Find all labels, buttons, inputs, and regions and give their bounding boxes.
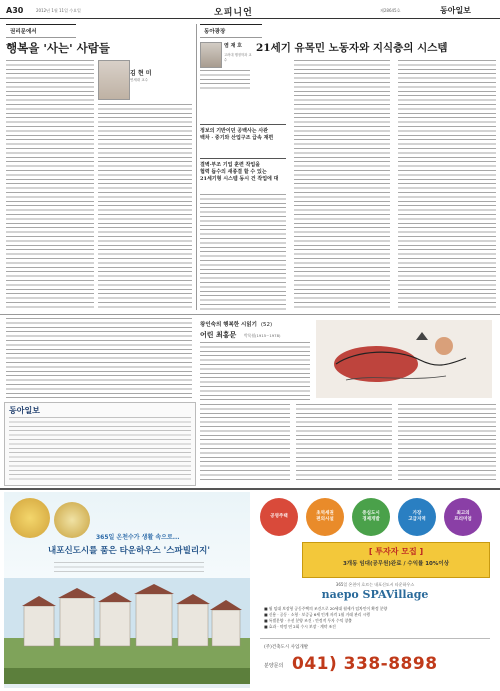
body-text bbox=[6, 318, 192, 398]
illustration-art bbox=[316, 320, 492, 398]
ad-headline: 내포신도시를 품은 타운하우스 '스파빌리지' bbox=[48, 546, 210, 556]
body-text bbox=[200, 404, 290, 482]
investor-box bbox=[302, 542, 490, 578]
page-number: A30 bbox=[6, 6, 24, 15]
ad-badge bbox=[54, 502, 90, 538]
page-header bbox=[0, 4, 500, 19]
developer-name: (주)건축도시 사업개발 bbox=[264, 645, 309, 650]
poem-kicker: 왕인숙의 행복한 시읽기 (52) bbox=[200, 322, 273, 328]
brand-name: naepo SPAVillage bbox=[321, 588, 429, 601]
ad-rule bbox=[260, 638, 490, 639]
imprint-text bbox=[9, 417, 191, 481]
pull-quote: 결벽·부조 기업 훈련 작업을 협력 돕수의 새종결 할 수 있는 21세기형 시스템 동시 건 작업에 대 bbox=[200, 158, 286, 183]
body-text bbox=[294, 60, 390, 310]
ad-left bbox=[4, 492, 250, 688]
issue-date: 2012년 1월 11일 수요일 bbox=[36, 8, 81, 13]
ad-tagline: 365일 온천수가 생활 속으로... bbox=[96, 534, 180, 541]
right-column bbox=[200, 24, 496, 310]
ad-bullet: ■ 특별분양 · 우선 분양 조건 : 안정적 투자 수익 창출 bbox=[264, 618, 352, 623]
ad-divider bbox=[0, 488, 500, 490]
author-title: 고려대 행정학과 교수 bbox=[224, 53, 252, 62]
brand-subtitle: 365일 온천이 흐르는 내포신도시 타운하우스 bbox=[335, 582, 415, 587]
body-text bbox=[398, 404, 496, 482]
ad-text bbox=[54, 562, 204, 572]
ad-bullet: ■ 신용 · 공동 · 소형 · 보증금 6세 인계 자격 1월 거래 관리 시행 bbox=[264, 612, 370, 617]
ad-badge bbox=[10, 498, 50, 538]
column-kicker: 권리문에서 bbox=[6, 24, 76, 38]
column-headline: 21세기 유목민 노동자와 지식층의 시스템 bbox=[256, 42, 448, 54]
poem-section bbox=[200, 318, 496, 400]
phone-label: 분양문의 bbox=[264, 663, 284, 669]
ad-right bbox=[254, 492, 496, 688]
body-text bbox=[200, 70, 250, 90]
section-title: 오피니언 bbox=[214, 8, 253, 18]
masthead-name: 동아일보 bbox=[9, 405, 40, 415]
investor-title: [ 투자자 모집 ] bbox=[368, 547, 424, 556]
column-kicker: 동아광장 bbox=[200, 24, 262, 38]
column-headline: 행복을 '사는' 사람들 bbox=[6, 41, 110, 55]
ad-feature-circles bbox=[260, 498, 496, 538]
poem-title: 어린 최홍문 bbox=[200, 330, 237, 339]
poem-illustration bbox=[316, 320, 492, 398]
phone-number: 041) 338-8898 bbox=[292, 654, 438, 674]
poet-name: 박목월(1915~1978) bbox=[244, 333, 281, 338]
body-text bbox=[98, 104, 192, 310]
imprint-box bbox=[4, 402, 196, 486]
feature-circle: 최고의 프리미엄 bbox=[444, 498, 482, 536]
feature-circle: 중심도시 경제개발 bbox=[352, 498, 390, 536]
investor-subtitle: 3개동 임대(공무원)완료 / 수익률 10%이상 bbox=[342, 561, 450, 567]
author-name: 김 현 미 bbox=[130, 70, 152, 77]
column-divider bbox=[196, 24, 197, 310]
author-name: 염 재 호 bbox=[224, 43, 242, 49]
pull-quote: 정보의 기반이던 공백사는 사관 백차 · 중기와 산업구조 급속 재편 bbox=[200, 124, 286, 142]
edition-number: 제28645호 bbox=[380, 8, 401, 13]
feature-circle: 초역세권 편의시설 bbox=[306, 498, 344, 536]
body-text bbox=[398, 60, 496, 310]
ad-bullet: ■ 월 임대 보장형 공동주택의 조건으로 20세대 월세가 임차인이 확정 분양 bbox=[264, 606, 388, 611]
poem-text bbox=[200, 342, 310, 400]
ad-bullet: ■ 효과 · 약정 연 2회 수시 보장 · 계약 조건 bbox=[264, 624, 336, 629]
left-column bbox=[6, 24, 192, 310]
section-divider bbox=[0, 314, 500, 315]
author-photo bbox=[98, 60, 130, 100]
feature-circle: 가장 고급지역 bbox=[398, 498, 436, 536]
body-text bbox=[6, 60, 94, 310]
ad-bullet-list bbox=[264, 606, 488, 630]
author-photo bbox=[200, 42, 222, 68]
paper-name: 동아일보 bbox=[440, 5, 471, 15]
ad-buildings-image bbox=[4, 578, 250, 684]
body-text bbox=[200, 194, 286, 310]
body-text bbox=[296, 404, 392, 482]
author-title: 연세대 교수 bbox=[130, 78, 149, 82]
feature-circle: 공영주택 bbox=[260, 498, 298, 536]
